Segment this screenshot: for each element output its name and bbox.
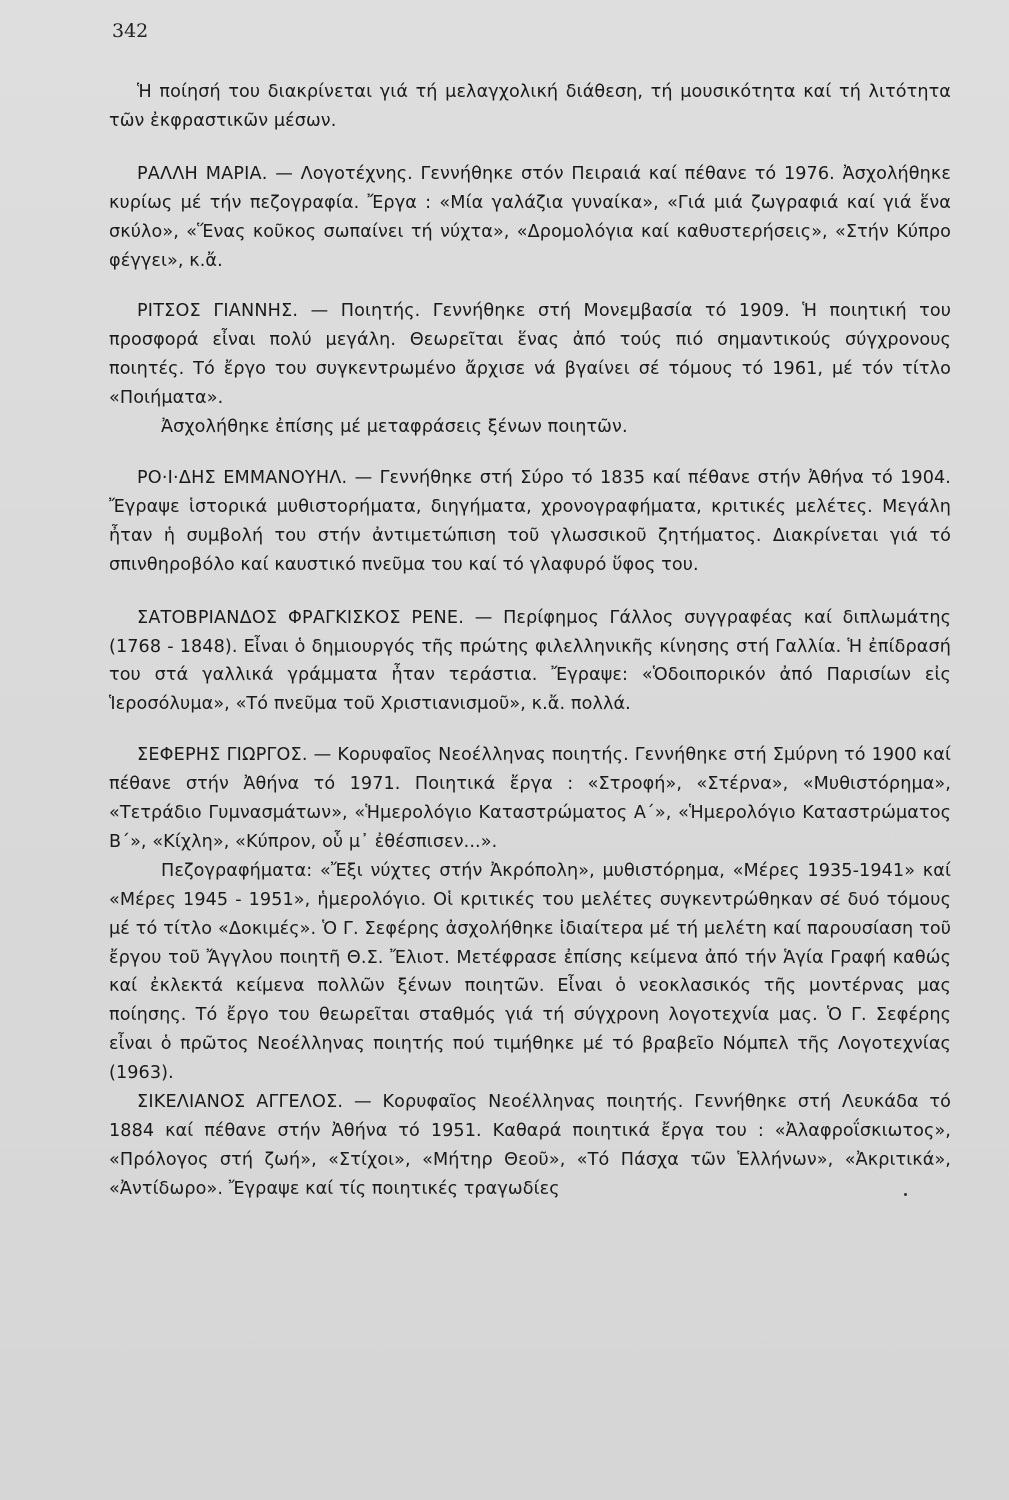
entry-chateaubriand (109, 604, 951, 720)
page-number: 342 (112, 20, 149, 42)
entry-name: ΣΕΦΕΡΗΣ ΓΙΩΡΓΟΣ. (137, 745, 308, 766)
entry-text: — Λογοτέχνης. Γεννήθηκε στόν Πειραιά καί πέθανε τό 1976. Ἀσχολήθηκε κυρίως μέ τήν πεζογραφία. Ἔργα : «Μία γαλάζια γυναίκα», «Γιά μιά ζωγραφιά καί γιά ἕνα σκύλο», «Ἕνας κοῦκος σωπαίνει τή νύχτα», «Δρομολόγια καί καθυστερήσεις», «Στήν Κύπρο φέγγει», κ.ἄ. (109, 163, 951, 271)
entry-text: — Κορυφαῖος Νεοέλληνας ποιητής. Γεννήθηκε στή Σμύρνη τό 1900 καί πέθανε στήν Ἀθήνα τό 1971. Ποιητικά ἔργα : «Στροφή», «Στέρνα», «Μυθιστόρημα», «Τετράδιο Γυμνασμάτων», «Ἡμερολόγιο Καταστρώματος Α΄», «Ἡμερολόγιο Καταστρώματος Β΄», «Κίχλη», «Κύπρον, οὗ μ᾽ ἐθέσπισεν...». (109, 745, 951, 852)
entry-text: — Περίφημος Γάλλος συγγραφέας καί διπλωμάτης (1768 - 1848). Εἶναι ὁ δημιουργός τῆς πρώτης φιλελληνικῆς κίνησης στή Γαλλία. Ἡ ἐπίδρασή του στά γαλλικά γράμματα ἦταν τεράστια. Ἔγραψε: «Ὁδοιπορικόν ἀπό Παρισίων εἰς Ἱεροσόλυμα», «Τό πνεῦμα τοῦ Χριστιανισμοῦ», κ.ἄ. πολλά. (109, 607, 951, 715)
entry-ritsos (109, 297, 951, 413)
ink-dot (904, 1193, 907, 1196)
entry-roidis (109, 464, 951, 580)
entry-text: — Ποιητής. Γεννήθηκε στή Μονεμβασία τό 1909. Ἡ ποιητική του προσφορά εἶναι πολύ μεγάλη. Θεωρεῖται ἕνας ἀπό τούς πιό σημαντικούς σύγχρονους ποιητές. Τό ἔργο του συγκεντρωμένο ἄρχισε νά βγαίνει σέ τόμους τό 1961, μέ τόν τίτλο «Ποιήματα». (109, 301, 951, 409)
entry-ralli (109, 160, 951, 276)
entry-text: — Κορυφαῖος Νεοέλληνας ποιητής. Γεννήθηκε στή Λευκάδα τό 1884 καί πέθανε στήν Ἀθήνα τό 1951. Καθαρά ποιητικά ἔργα του : «Ἀλαφροΐσκιωτος», «Πρόλογος στή ζωή», «Στίχοι», «Μήτηρ Θεοῦ», «Τό Πάσχα τῶν Ἑλλήνων», «Ἀκριτικά», «Ἀντίδωρο». Ἔγραψε καί τίς ποιητικές τραγωδίες (109, 1092, 951, 1199)
entry-seferis-continued: Πεζογραφήματα: «Ἔξι νύχτες στήν Ἀκρόπολη», μυθιστόρημα, «Μέρες 1935-1941» καί «Μέρες 1945 - 1951», ἡμερολόγιο. Οἱ κριτικές του μελέτες συγκεντρώθηκαν σέ δυό τόμους μέ τό τίτλο «Δοκιμές». Ὁ Γ. Σεφέρης ἀσχολήθηκε ἰδιαίτερα μέ τή μελέτη καί παρουσίαση τοῦ ἔργου τοῦ Ἄγγλου ποιητῆ Θ.Σ. Ἔλιοτ. Μετέφρασε ἐπίσης κείμενα ἀπό τήν Ἁγία Γραφή καθώς καί ἐκλεκτά κείμενα πολλῶν ξένων ποιητῶν. Εἶναι ὁ νεοκλασικός τῆς μοντέρνας μας ποίησης. Τό ἔργο του θεωρεῖται σταθμός γιά τή σύγχρονη λογοτεχνία μας. Ὁ Γ. Σεφέρης εἶναι ὁ πρῶτος Νεοέλληνας ποιητής πού τιμήθηκε μέ τό βραβεῖο Νόμπελ τῆς Λογοτεχνίας (1963). (109, 860, 951, 1084)
entry-seferis (109, 741, 951, 857)
entry-name: ΡΙΤΣΟΣ ΓΙΑΝΝΗΣ. (137, 301, 299, 322)
entry-sikelianos (109, 1088, 951, 1204)
entry-name: ΣΙΚΕΛΙΑΝΟΣ ΑΓΓΕΛΟΣ. (137, 1092, 344, 1113)
paragraph-poetry-note: Ἡ ποίησή του διακρίνεται γιά τή μελαγχολική διάθεση, τή μουσικότητα καί τή λιτότητα τῶν ἐκφραστικῶν μέσων. (109, 82, 951, 131)
entry-name: ΡΑΛΛΗ ΜΑΡΙΑ. (137, 163, 268, 184)
entry-name: ΡΟ·Ι·ΔΗΣ ΕΜΜΑΝΟΥΗΛ. (137, 467, 348, 488)
entry-name: ΣΑΤΟΒΡΙΑΝΔΟΣ ΦΡΑΓΚΙΣΚΟΣ ΡΕΝΕ. (137, 607, 465, 628)
entry-ritsos-continued: Ἀσχολήθηκε ἐπίσης μέ μεταφράσεις ξένων ποιητῶν. (161, 417, 628, 438)
page-body (109, 78, 951, 1204)
entry-text: — Γεννήθηκε στή Σύρο τό 1835 καί πέθανε στήν Ἀθήνα τό 1904. Ἔγραψε ἱστορικά μυθιστορήματα, διηγήματα, χρονογραφήματα, κριτικές μελέτες. Μεγάλη ἦταν ἡ συμβολή του στήν ἀντιμετώπιση τοῦ γλωσσικοῦ ζητήματος. Διακρίνεται γιά τό σπινθηροβόλο καί καυστικό πνεῦμα του καί τό γλαφυρό ὕφος του. (109, 467, 951, 575)
